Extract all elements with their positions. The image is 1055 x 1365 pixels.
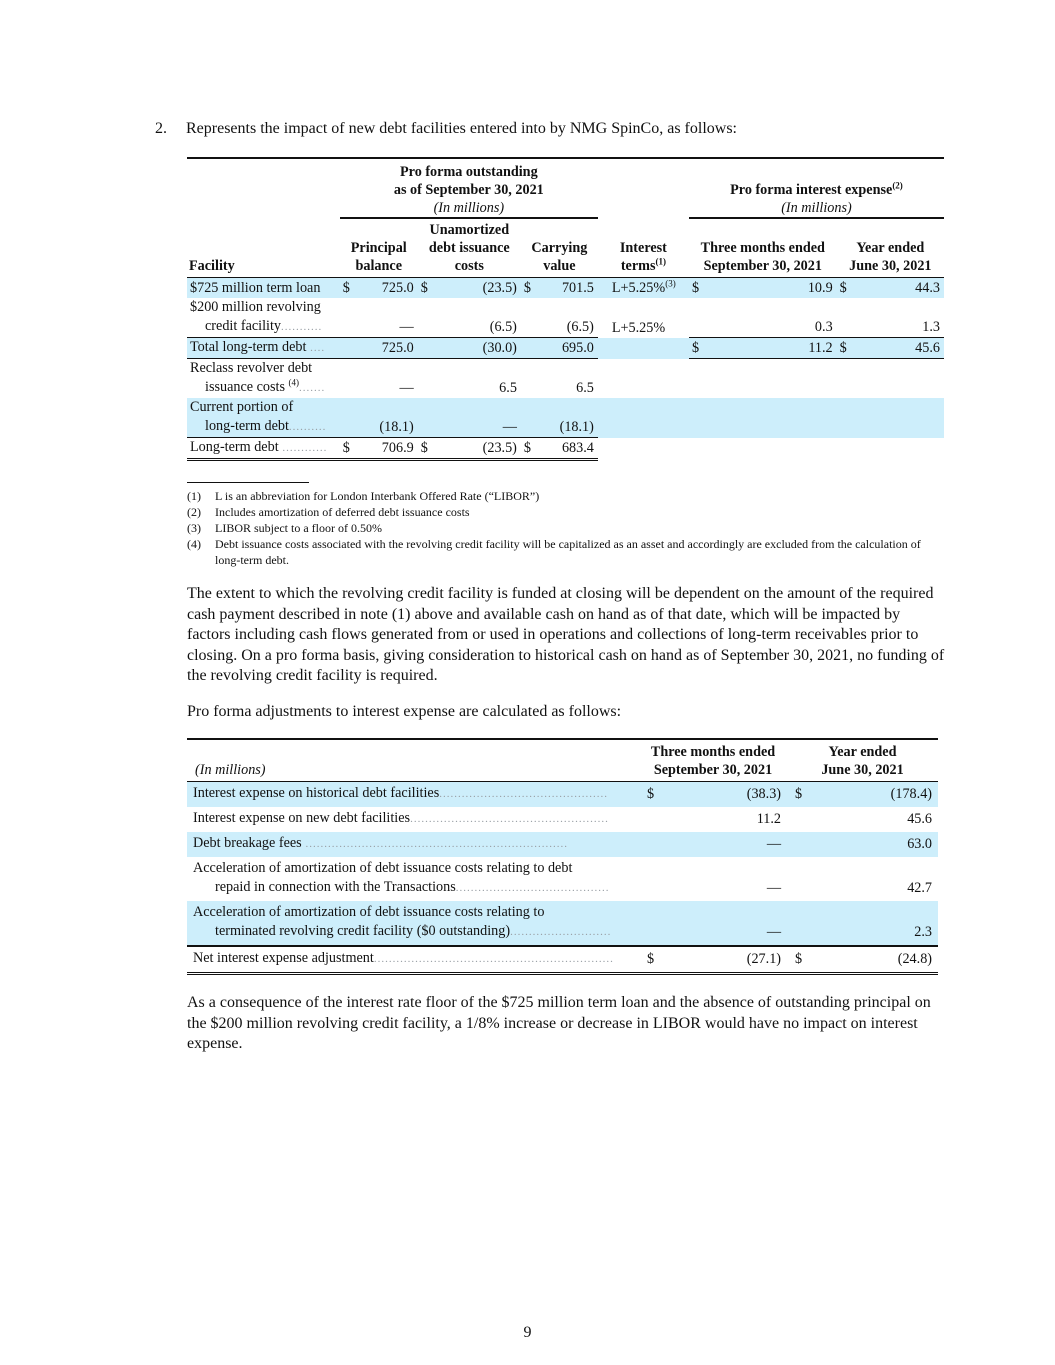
col-three-months: Three months ended September 30, 2021: [639, 739, 787, 782]
row-label: Current portion of long-term debt..........: [190, 399, 327, 434]
paragraph-revolver-funding: The extent to which the revolving credit facility is funded at closing will be dependent on the amount of the required cash payment described in note (1) above and available cash on hand as of that date, which will be impacted by factors including cash flows generated from or used in operations and collections of long-term receivables prior to closing. On a pro forma basis, giving consideration to historical cash on hand as of September 30, 2021, no funding of the revolving credit facility is required.: [187, 585, 945, 684]
row-label: Net interest expense adjustment................................................................: [187, 946, 639, 974]
col-facility: Facility: [187, 218, 340, 278]
footnote: (4) Debt issuance costs associated with the revolving credit facility will be capitalized as an asset and accordingly are excluded from the calculation of long-term debt.: [187, 537, 921, 567]
table-row: Acceleration of amortization of debt issuance costs relating to terminated revolving credit facility ($0 outstanding)........................... — 2.3: [187, 901, 938, 946]
page-number: 9: [523, 1324, 532, 1341]
group-header-interest: Pro forma interest expense$^{(2)}$ (In millions): [689, 158, 944, 218]
footnote-divider: [187, 482, 309, 483]
table-row: Reclass revolver debt issuance costs $^{(4)}$....... — 6.5 6.5: [187, 359, 944, 399]
table-row-total: Net interest expense adjustment................................................................ $ (27.1) $ (24.8): [187, 946, 938, 974]
table-row: Acceleration of amortization of debt issuance costs relating to debt repaid in connection with the Transactions......................................... — 42.7: [187, 857, 938, 901]
row-label: Total long-term debt ....: [187, 338, 340, 359]
footnotes: [187, 488, 947, 568]
table-row: $200 million revolving credit facility........... — (6.5) (6.5) L+5.25% 0.3 1.3: [187, 298, 944, 338]
table-row-total: Long-term debt ............ $ 706.9 $ (23.5) $ 683.4: [187, 438, 944, 460]
row-label: $200 million revolving credit facility...........: [190, 299, 323, 334]
table-row-total: Total long-term debt .... 725.0 (30.0) 695.0 $ 11.2 $ 45.6: [187, 338, 944, 359]
row-label: Debt breakage fees ......................................................................: [193, 835, 568, 851]
row-label: $725 million term loan: [190, 280, 321, 296]
footnote: (1) L is an abbreviation for London Interbank Offered Rate (“LIBOR”): [187, 489, 540, 503]
col-carrying: Carrying value: [521, 218, 598, 278]
row-label: Acceleration of amortization of debt issuance costs relating to terminated revolving credit facility ($0 outstanding)...........................: [193, 904, 612, 939]
col-three-months: Three months ended September 30, 2021: [689, 218, 837, 278]
col-interest-terms: Interest terms$^{(1)}$: [598, 218, 689, 278]
paragraph-adjustments-intro: Pro forma adjustments to interest expense are calculated as follows:: [187, 703, 622, 720]
col-unamortized: Unamortized debt issuance costs: [418, 218, 521, 278]
table-row: $725 million term loan $ 725.0 $ (23.5) $ 701.5 L+5.25%$^{(3)}$ $ 10.9 $ 44.3: [187, 278, 944, 299]
paragraph-libor-sensitivity: As a consequence of the interest rate floor of the $725 million term loan and the absence of outstanding principal on the $200 million revolving credit facility, a 1/8% increase or decrease in LIBOR would have no impact on interest expense.: [187, 994, 931, 1052]
debt-facilities-table: [187, 157, 944, 461]
unit-label: (In millions): [187, 739, 639, 782]
interest-adjustments-table: [187, 738, 938, 975]
note-heading: [155, 120, 737, 138]
footnote: (2) Includes amortization of deferred debt issuance costs: [187, 505, 470, 519]
note-number: 2.: [155, 120, 167, 137]
table-row: Interest expense on historical debt facilities............................................. $ (38.3) $ (178.4): [187, 782, 938, 808]
row-label: Reclass revolver debt issuance costs $^{(4)}$.......: [190, 360, 326, 395]
group-header-outstanding: Pro forma outstanding as of September 30, 2021 (In millions): [340, 158, 598, 218]
row-label: Acceleration of amortization of debt issuance costs relating to debt repaid in connection with the Transactions.........................................: [193, 860, 610, 895]
footnote: (3) LIBOR subject to a floor of 0.50%: [187, 521, 382, 535]
col-principal: Principal balance: [340, 218, 418, 278]
row-label: Long-term debt ............: [187, 438, 340, 460]
table-row: Debt breakage fees ...................................................................... — 63.0: [187, 832, 938, 857]
row-label: Interest expense on new debt facilities.....................................................: [193, 810, 609, 826]
row-label: Interest expense on historical debt facilities.............................................: [193, 785, 608, 801]
note-text: Represents the impact of new debt facilities entered into by NMG SpinCo, as follows:: [186, 120, 737, 137]
table-row: Interest expense on new debt facilities..................................................... 11.2 45.6: [187, 807, 938, 832]
col-year: Year ended June 30, 2021: [837, 218, 944, 278]
col-year: Year ended June 30, 2021: [787, 739, 938, 782]
table-row: Current portion of long-term debt.......... (18.1) — (18.1): [187, 398, 944, 438]
